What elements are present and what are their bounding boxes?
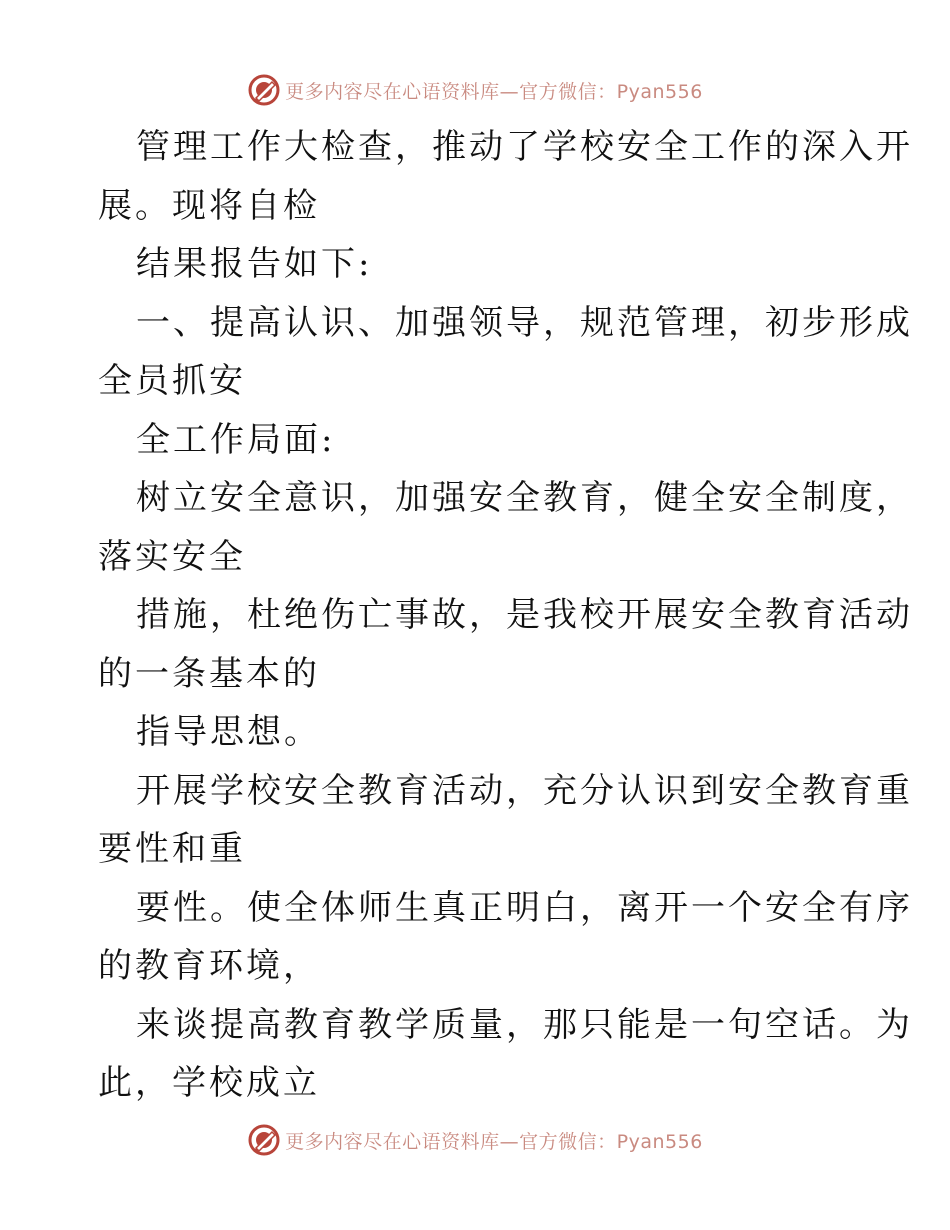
text-line: 管理工作大检查，推动了学校安全工作的深入开 bbox=[136, 127, 913, 167]
text-line: 的一条基本的 bbox=[98, 653, 320, 694]
text-line: 措施，杜绝伤亡事故，是我校开展安全教育活动 bbox=[136, 595, 913, 635]
text-line: 的教育环境， bbox=[98, 946, 320, 986]
text-line: 展。现将自检 bbox=[98, 185, 320, 226]
watermark-text: 更多内容尽在心语资料库—官方微信：Pyan556 bbox=[285, 80, 703, 103]
body-text bbox=[98, 118, 913, 1113]
text-line: 开展学校安全教育活动，充分认识到安全教育重 bbox=[136, 770, 913, 811]
pen-logo-icon bbox=[247, 1123, 281, 1157]
text-line: 全员抓安 bbox=[98, 361, 246, 401]
watermark-text: 更多内容尽在心语资料库—官方微信：Pyan556 bbox=[285, 1130, 703, 1153]
header-watermark bbox=[0, 70, 950, 110]
text-line: 指导思想。 bbox=[136, 712, 321, 752]
text-line: 此，学校成立 bbox=[98, 1063, 320, 1103]
text-line: 结果报告如下: bbox=[136, 244, 373, 284]
text-line: 要性。使全体师生真正明白，离开一个安全有序 bbox=[136, 887, 913, 928]
text-line: 全工作局面: bbox=[136, 419, 336, 460]
text-line: 落实安全 bbox=[98, 536, 246, 577]
pen-logo-icon bbox=[247, 73, 281, 107]
text-line: 一、提高认识、加强领导，规范管理，初步形成 bbox=[136, 302, 913, 343]
text-line: 来谈提高教育教学质量，那只能是一句空话。为 bbox=[136, 1004, 913, 1045]
text-line: 树立安全意识，加强安全教育，健全安全制度， bbox=[136, 478, 913, 518]
text-line: 要性和重 bbox=[98, 829, 246, 869]
footer-watermark bbox=[0, 1120, 950, 1160]
